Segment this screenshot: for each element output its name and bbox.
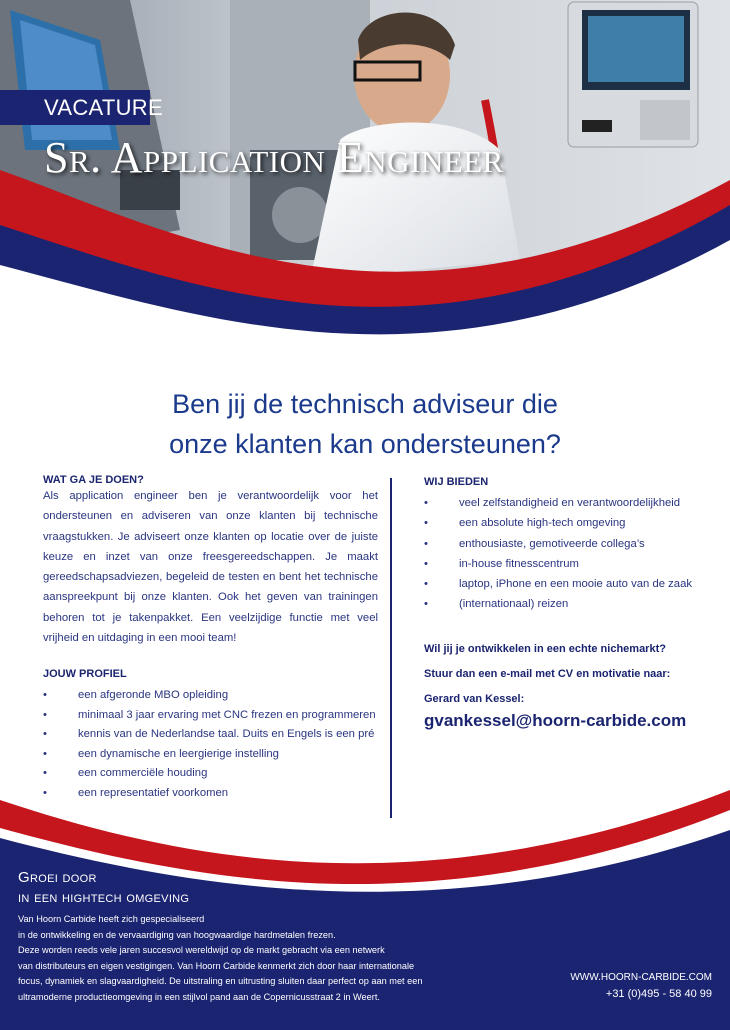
footer-title: Groei door in een hightech omgeving (18, 869, 190, 906)
column-divider (390, 478, 392, 818)
company-description: Van Hoorn Carbide heeft zich gespecialiseerd in de ontwikkeling en de vervaardiging van hoogwaardige hardmetalen frezen. Deze worden reeds vele jaren succesvol wereldwijd op de markt gebracht via een netwerk van distributeurs en eigen vestigingen. Van Hoorn Carbide kenmerkt zich door haar internationale focus, dynamiek en slagvaardigheid. De uitstraling en uitrusting sluiten daar perfect op aan met een ultramoderne productieomgeving in een stijlvol pand aan de Copernicusstraat 2 in Weert. (18, 914, 423, 1002)
list-item: • enthousiaste, gemotiveerde collega’s (424, 534, 714, 554)
offer-list (424, 493, 714, 615)
contact-email-link[interactable]: gvankessel@hoorn-carbide.com (424, 710, 687, 730)
footer-contact (570, 970, 712, 1002)
job-title: Sr. Application Engineer (44, 133, 504, 182)
hero-photo (0, 0, 730, 380)
bullet-icon: • (43, 728, 47, 741)
list-item: • kennis van de Nederlandse taal. Duits en Engels is een pré (43, 725, 378, 745)
bullet-icon: • (43, 786, 47, 799)
bullet-icon: • (424, 598, 428, 611)
bullet-icon: • (43, 767, 47, 780)
bullet-icon: • (424, 517, 428, 530)
bullet-icon: • (424, 578, 428, 591)
bullet-icon: • (43, 708, 47, 721)
cta-instruction: Stuur dan een e-mail met CV en motivatie naar: (424, 667, 671, 680)
section-heading-jouw-profiel: JOUW PROFIEL (43, 668, 127, 681)
bullet-icon: • (43, 747, 47, 760)
section-heading-wij-bieden: WIJ BIEDEN (424, 476, 489, 488)
bullet-icon: • (424, 557, 428, 570)
list-item: • een representatief voorkomen (43, 784, 378, 804)
contact-name: Gerard van Kessel: (424, 692, 525, 705)
profile-list (43, 686, 378, 803)
bullet-icon: • (424, 537, 428, 550)
right-column (424, 476, 714, 731)
headline (0, 384, 730, 464)
vacature-badge: VACATURE (0, 90, 150, 125)
left-column (43, 474, 378, 803)
cta-question: Wil jij je ontwikkelen in een echte nichemarkt? (424, 642, 666, 655)
list-item: • in-house fitnesscentrum (424, 554, 714, 574)
list-item: • (internationaal) reizen (424, 594, 714, 614)
bullet-icon: • (424, 497, 428, 509)
list-item: • een absolute high-tech omgeving (424, 513, 714, 533)
headline-line1: Ben jij de technisch adviseur die (172, 389, 558, 419)
website-link[interactable]: WWW.HOORN-CARBIDE.COM (570, 972, 712, 983)
list-item: • een commerciële houding (43, 764, 378, 784)
phone-number: +31 (0)495 - 58 40 99 (605, 988, 712, 1000)
headline-line2: onze klanten kan ondersteunen? (169, 429, 561, 459)
job-description: Als application engineer ben je verantwoordelijk voor het ondersteunen en adviseren van onze klanten bij technische vraagstukken. Je adviseert onze klanten op locatie over de juiste keuze en inzet van onze freesgereedschappen. Je maakt gereedschapsadviezen, begeleid de testen en bent het technische aanspreekpunt bij onze klanten. Ook het geven van trainingen behoren tot je takenpakket. Een veelzijdige functie met veel vrijheid en uitdaging in een mooi team! (43, 490, 378, 645)
list-item: • een afgeronde MBO opleiding (43, 686, 378, 706)
section-heading-wat-ga-je-doen: WAT GA JE DOEN? (43, 474, 144, 486)
list-item: • een dynamische en leergierige instelling (43, 745, 378, 765)
list-item: • minimaal 3 jaar ervaring met CNC frezen en programmeren (43, 706, 378, 726)
bullet-icon: • (43, 689, 47, 702)
list-item: • laptop, iPhone en een mooie auto van de zaak (424, 574, 714, 594)
list-item: • veel zelfstandigheid en verantwoordelijkheid (424, 493, 714, 513)
